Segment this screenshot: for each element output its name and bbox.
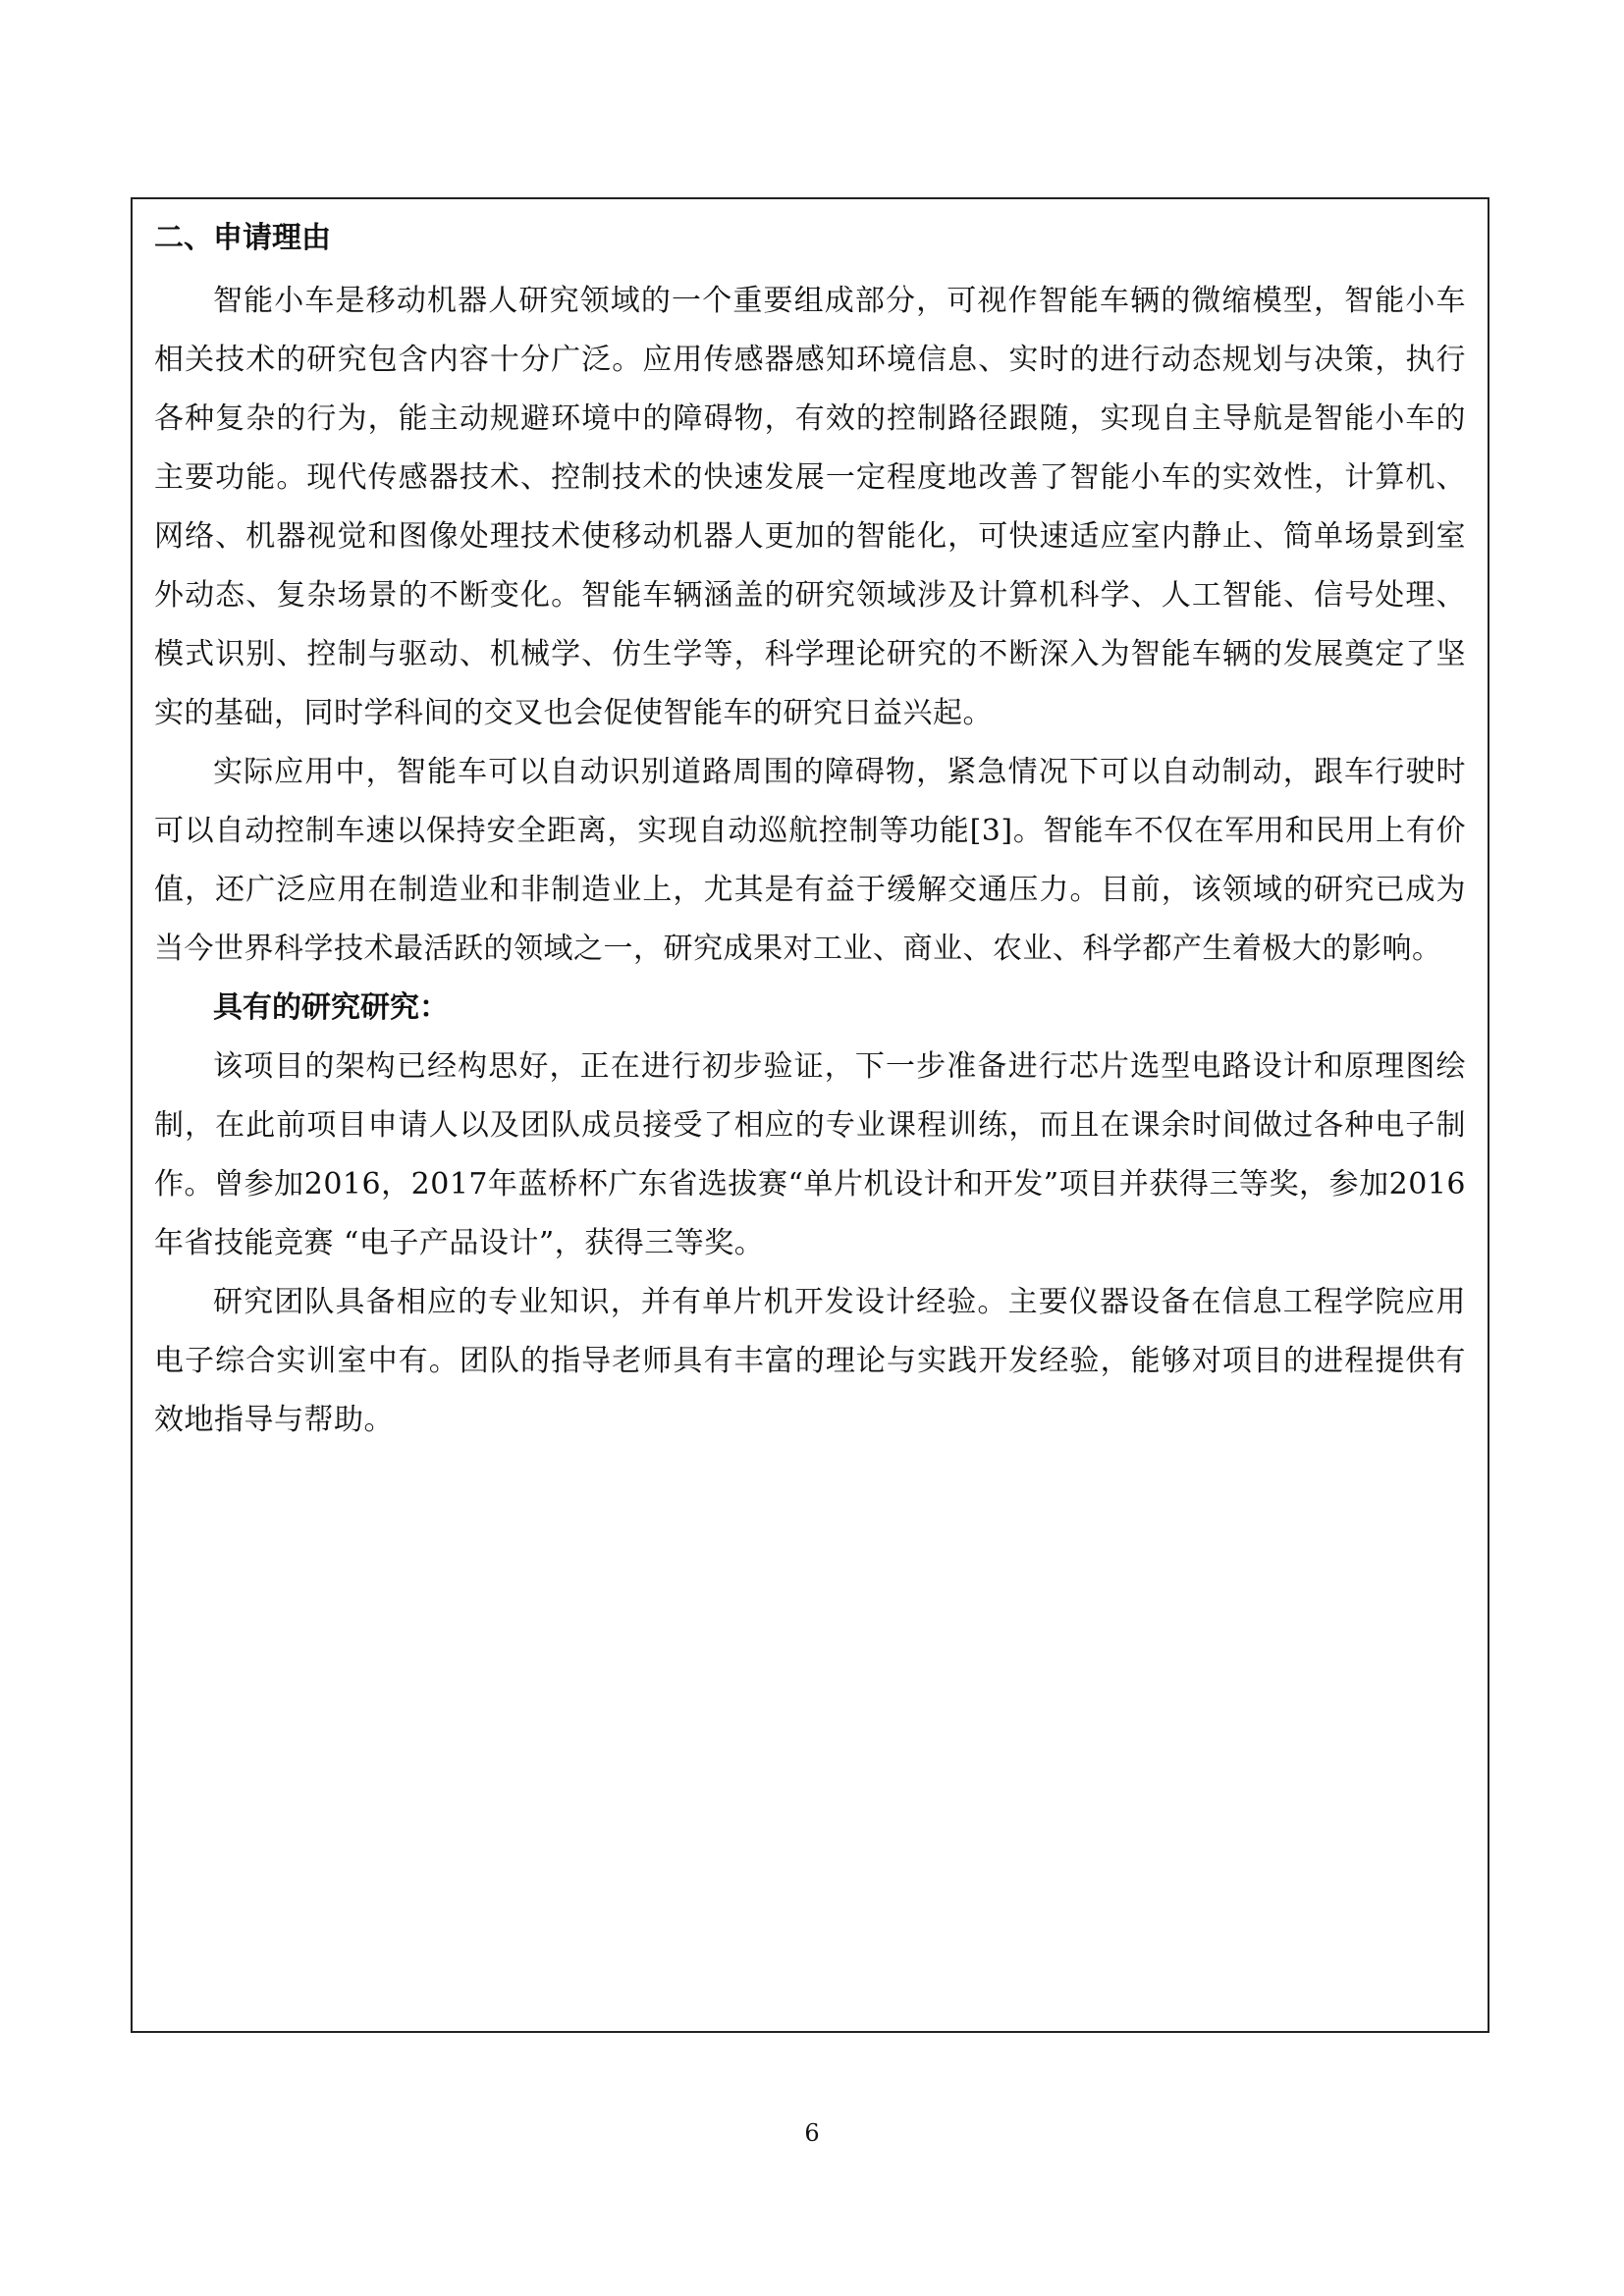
page-number: 6 xyxy=(804,2119,820,2147)
application-reason-box xyxy=(131,197,1489,2033)
section-title: 二、申请理由 xyxy=(154,221,331,255)
paragraph-applications: 实际应用中，智能车可以自动识别道路周围的障碍物，紧急情况下可以自动制动，跟车行驶时可以自动控制车速以保持安全距离，实现自动巡航控制等功能[3]。智能车不仅在军用和民用上有价值，还广泛应用在制造业和非制造业上，尤其是有益于缓解交通压力。目前，该领域的研究已成为当今世界科学技术最活跃的领域之一，研究成果对工业、商业、农业、科学都产生着极大的影响。 xyxy=(154,755,1466,966)
paragraph-project-status: 该项目的架构已经构思好，正在进行初步验证，下一步准备进行芯片选型电路设计和原理图绘制，在此前项目申请人以及团队成员接受了相应的专业课程训练，而且在课余时间做过各种电子制作。曾参加2016，2017年蓝桥杯广东省选拔赛“单片机设计和开发”项目并获得三等奖，参加2016年省技能竞赛 “电子产品设计”，获得三等奖。 xyxy=(154,1049,1466,1260)
research-subheading: 具有的研究研究： xyxy=(213,990,449,1025)
paragraph-team: 研究团队具备相应的专业知识，并有单片机开发设计经验。主要仪器设备在信息工程学院应用电子综合实训室中有。团队的指导老师具有丰富的理论与实践开发经验，能够对项目的进程提供有效地指导与帮助。 xyxy=(154,1285,1466,1437)
paragraph-background: 智能小车是移动机器人研究领域的一个重要组成部分，可视作智能车辆的微缩模型，智能小车相关技术的研究包含内容十分广泛。应用传感器感知环境信息、实时的进行动态规划与决策，执行各种复杂的行为，能主动规避环境中的障碍物，有效的控制路径跟随，实现自主导航是智能小车的主要功能。现代传感器技术、控制技术的快速发展一定程度地改善了智能小车的实效性，计算机、网络、机器视觉和图像处理技术使移动机器人更加的智能化，可快速适应室内静止、简单场景到室外动态、复杂场景的不断变化。智能车辆涵盖的研究领域涉及计算机科学、人工智能、信号处理、模式识别、控制与驱动、机械学、仿生学等，科学理论研究的不断深入为智能车辆的发展奠定了坚实的基础，同时学科间的交叉也会促使智能车的研究日益兴起。 xyxy=(154,284,1466,730)
